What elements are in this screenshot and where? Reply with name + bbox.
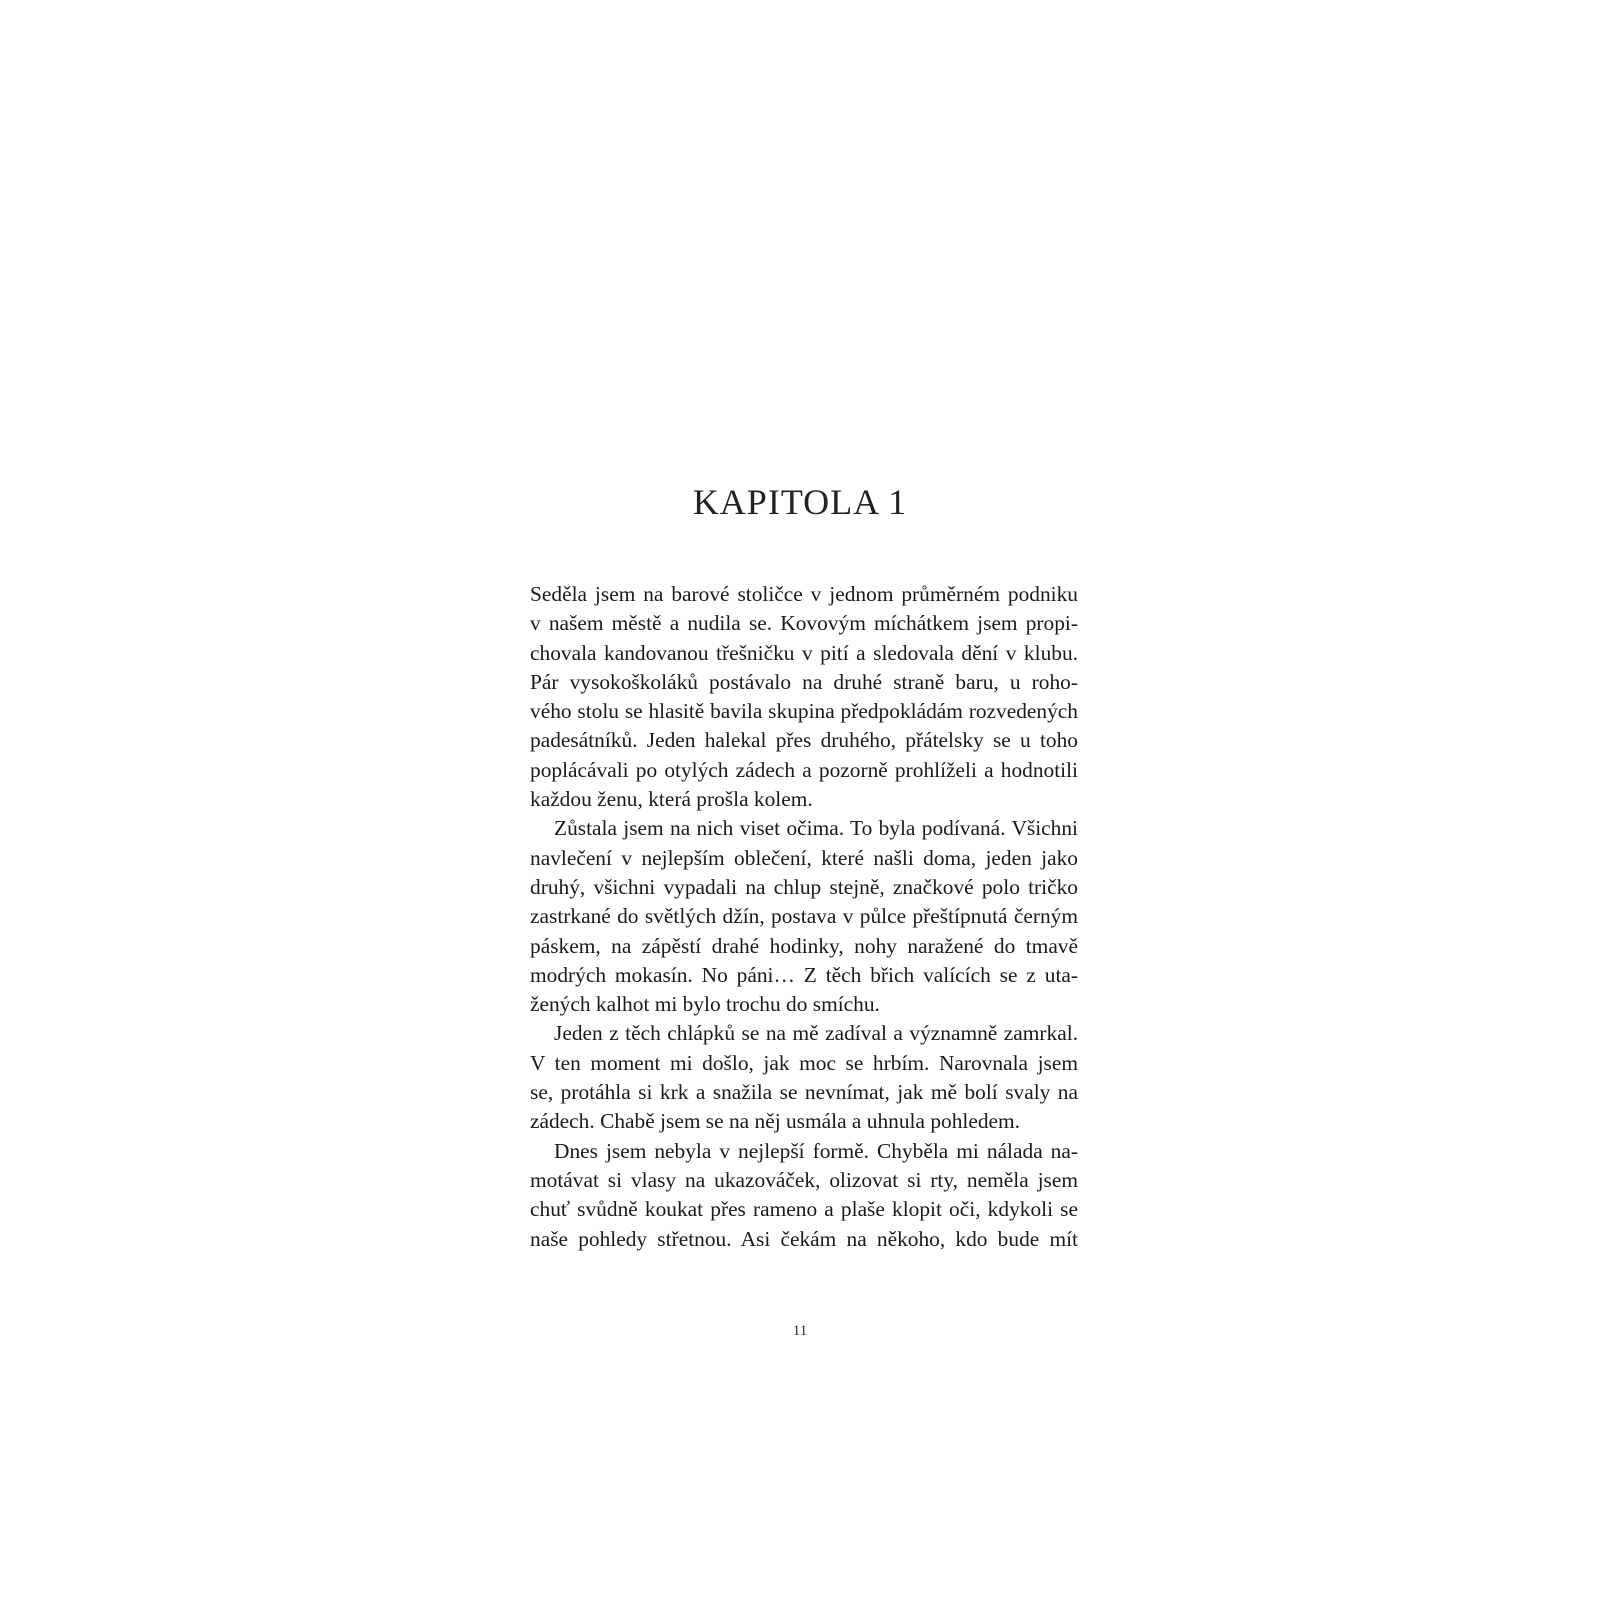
text-line: zádech. Chabě jsem se na něj usmála a uhnula pohledem. bbox=[530, 1109, 1021, 1134]
text-line: chuť svůdně koukat přes rameno a plaše klopit oči, kdykoli se bbox=[530, 1197, 1078, 1222]
text-line: žených kalhot mi bylo trochu do smíchu. bbox=[530, 992, 880, 1017]
text-line: Jeden z těch chlápků se na mě zadíval a významně zamrkal. bbox=[554, 1021, 1078, 1046]
text-line: Zůstala jsem na nich viset očima. To byla podívaná. Všichni bbox=[554, 816, 1078, 841]
page-number: 11 bbox=[792, 1323, 808, 1339]
text-line: vého stolu se hlasitě bavila skupina předpokládám rozvedených bbox=[530, 699, 1078, 724]
text-line: Pár vysokoškoláků postávalo na druhé straně baru, u roho- bbox=[530, 669, 1078, 694]
text-line: Dnes jsem nebyla v nejlepší formě. Chyběla mi nálada na- bbox=[554, 1138, 1078, 1163]
text-line: V ten moment mi došlo, jak moc se hrbím. Narovnala jsem bbox=[530, 1050, 1078, 1075]
text-line: naše pohledy střetnou. Asi čekám na někoho, kdo bude mít bbox=[530, 1226, 1078, 1251]
text-line: páskem, na zápěstí drahé hodinky, nohy naražené do tmavě bbox=[530, 933, 1078, 958]
text-line: v našem městě a nudila se. Kovovým míchátkem jsem propi- bbox=[530, 611, 1078, 636]
text-line: Seděla jsem na barové stoličce v jednom průměrném podniku bbox=[530, 582, 1078, 606]
chapter-title: KAPITOLA 1 bbox=[692, 482, 908, 522]
text-line: zastrkané do světlých džín, postava v půlce přeštípnutá černým bbox=[530, 904, 1078, 929]
text-line: poplácávali po otylých zádech a pozorně prohlíželi a hodnotili bbox=[530, 757, 1078, 782]
text-line: motávat si vlasy na ukazováček, olizovat si rty, neměla jsem bbox=[530, 1167, 1078, 1192]
text-line: chovala kandovanou třešničku v pití a sledovala dění v klubu. bbox=[530, 640, 1078, 665]
text-line: modrých mokasín. No páni… Z těch břich valících se z uta- bbox=[530, 962, 1078, 987]
text-line: se, protáhla si krk a snažila se nevnímat, jak mě bolí svaly na bbox=[530, 1080, 1078, 1105]
body-text bbox=[530, 580, 1078, 1254]
text-line: navlečení v nejlepším oblečení, které našli doma, jeden jako bbox=[530, 845, 1078, 870]
text-line: druhý, všichni vypadali na chlup stejně, značkové polo tričko bbox=[530, 874, 1078, 899]
text-line: každou ženu, která prošla kolem. bbox=[530, 787, 813, 812]
text-line: padesátníků. Jeden halekal přes druhého, přátelsky se u toho bbox=[530, 728, 1078, 753]
